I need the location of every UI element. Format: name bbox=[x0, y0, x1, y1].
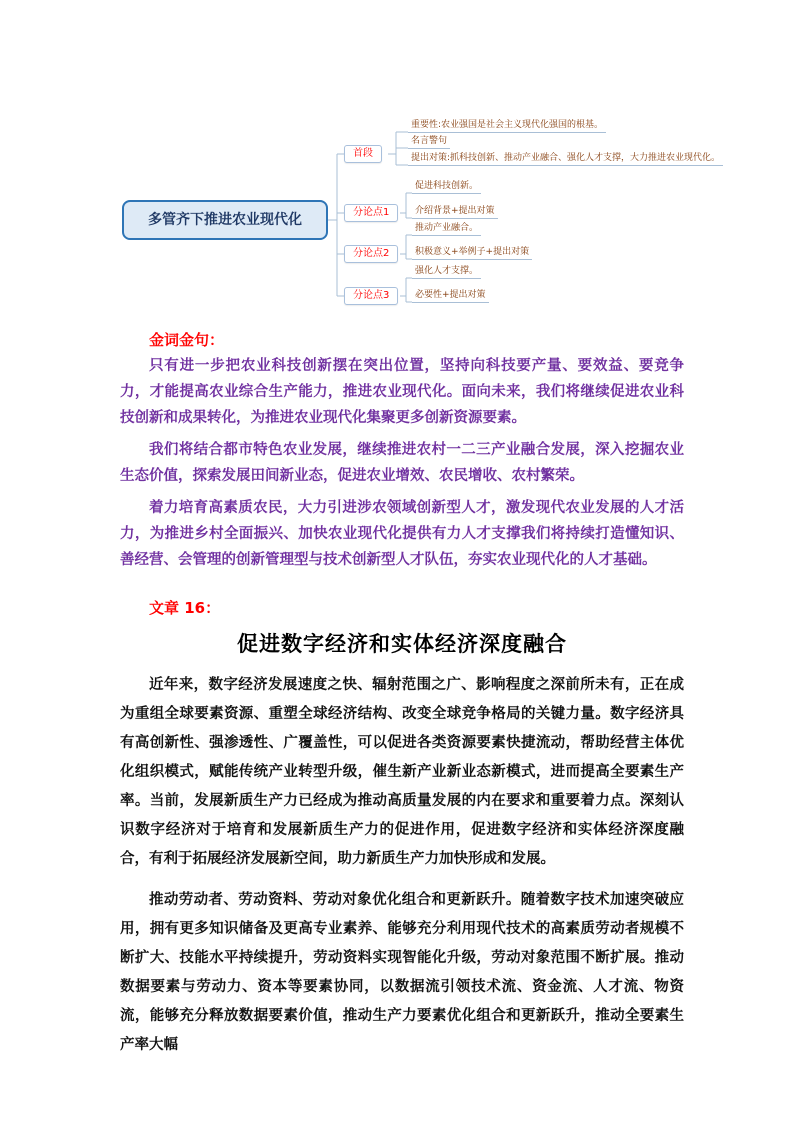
mindmap-branch-point2: 分论点2 bbox=[344, 245, 398, 263]
mindmap-branch-point3: 分论点3 bbox=[344, 287, 398, 305]
mindmap-leaf: 介绍背景+提出对策 bbox=[412, 205, 498, 219]
mindmap-connectors bbox=[0, 0, 800, 340]
golden-paragraph: 着力培育高素质农民，大力引进涉农领域创新型人才，激发现代农业发展的人才活力，为推进乡村全面振兴、加快农业现代化提供有力人才支撑我们将持续打造懂知识、善经营、会管理的创新管理型与技术创新型人才队伍，夯实农业现代化的人才基础。 bbox=[120, 500, 684, 568]
golden-paragraph: 我们将结合都市特色农业发展，继续推进农村一二三产业融合发展，深入挖掘农业生态价值，探索发展田间新业态，促进农业增效、农民增收、农村繁荣。 bbox=[120, 442, 684, 484]
mindmap-leaf: 重要性:农业强国是社会主义现代化强国的根基。 bbox=[408, 119, 606, 133]
article-title: 促进数字经济和实体经济深度融合 bbox=[237, 632, 567, 656]
article-number-label: 文章 16： bbox=[149, 599, 221, 617]
mindmap-leaf: 积极意义+举例子+提出对策 bbox=[412, 246, 532, 260]
golden-phrases-heading: 金词金句： bbox=[149, 331, 225, 349]
mindmap-leaf: 必要性+提出对策 bbox=[412, 289, 489, 303]
mindmap-leaf: 强化人才支撑。 bbox=[412, 265, 481, 279]
mindmap-leaf: 推动产业融合。 bbox=[412, 222, 481, 236]
mindmap-leaf: 促进科技创新。 bbox=[412, 180, 481, 194]
mindmap-branch-intro: 首段 bbox=[344, 145, 382, 163]
article-paragraph: 推动劳动者、劳动资料、劳动对象优化组合和更新跃升。随着数字技术加速突破应用，拥有更多知识储备及更高专业素养、能够充分利用现代技术的高素质劳动者规模不断扩大、技能水平持续提升，劳动资料实现智能化升级，劳动对象范围不断扩展。推动数据要素与劳动力、资本等要素协同，以数据流引领技术流、资金流、人才流、物资流，能够充分释放数据要素价值，推动生产力要素优化组合和更新跃升，推动全要素生产率大幅 bbox=[120, 892, 684, 1053]
text-column bbox=[120, 327, 684, 1060]
mindmap-root-node: 多管齐下推进农业现代化 bbox=[122, 200, 328, 240]
golden-paragraph: 只有进一步把农业科技创新摆在突出位置，坚持向科技要产量、要效益、要竞争力，才能提高农业综合生产能力，推进农业现代化。面向未来，我们将继续促进农业科技创新和成果转化，为推进农业现代化集聚更多创新资源要素。 bbox=[120, 358, 684, 426]
mindmap-leaf: 提出对策:抓科技创新、推动产业融合、强化人才支撑，大力推进农业现代化。 bbox=[408, 152, 723, 166]
article-paragraph: 近年来，数字经济发展速度之快、辐射范围之广、影响程度之深前所未有，正在成为重组全球要素资源、重塑全球经济结构、改变全球竞争格局的关键力量。数字经济具有高创新性、强渗透性、广覆盖性，可以促进各类资源要素快捷流动，帮助经营主体优化组织模式，赋能传统产业转型升级，催生新产业新业态新模式，进而提高全要素生产率。当前，发展新质生产力已经成为推动高质量发展的内在要求和重要着力点。深刻认识数字经济对于培育和发展新质生产力的促进作用，促进数字经济和实体经济深度融合，有利于拓展经济发展新空间，助力新质生产力加快形成和发展。 bbox=[120, 677, 684, 867]
mindmap-branch-point1: 分论点1 bbox=[344, 204, 398, 222]
mindmap-leaf: 名言警句 bbox=[408, 135, 450, 149]
